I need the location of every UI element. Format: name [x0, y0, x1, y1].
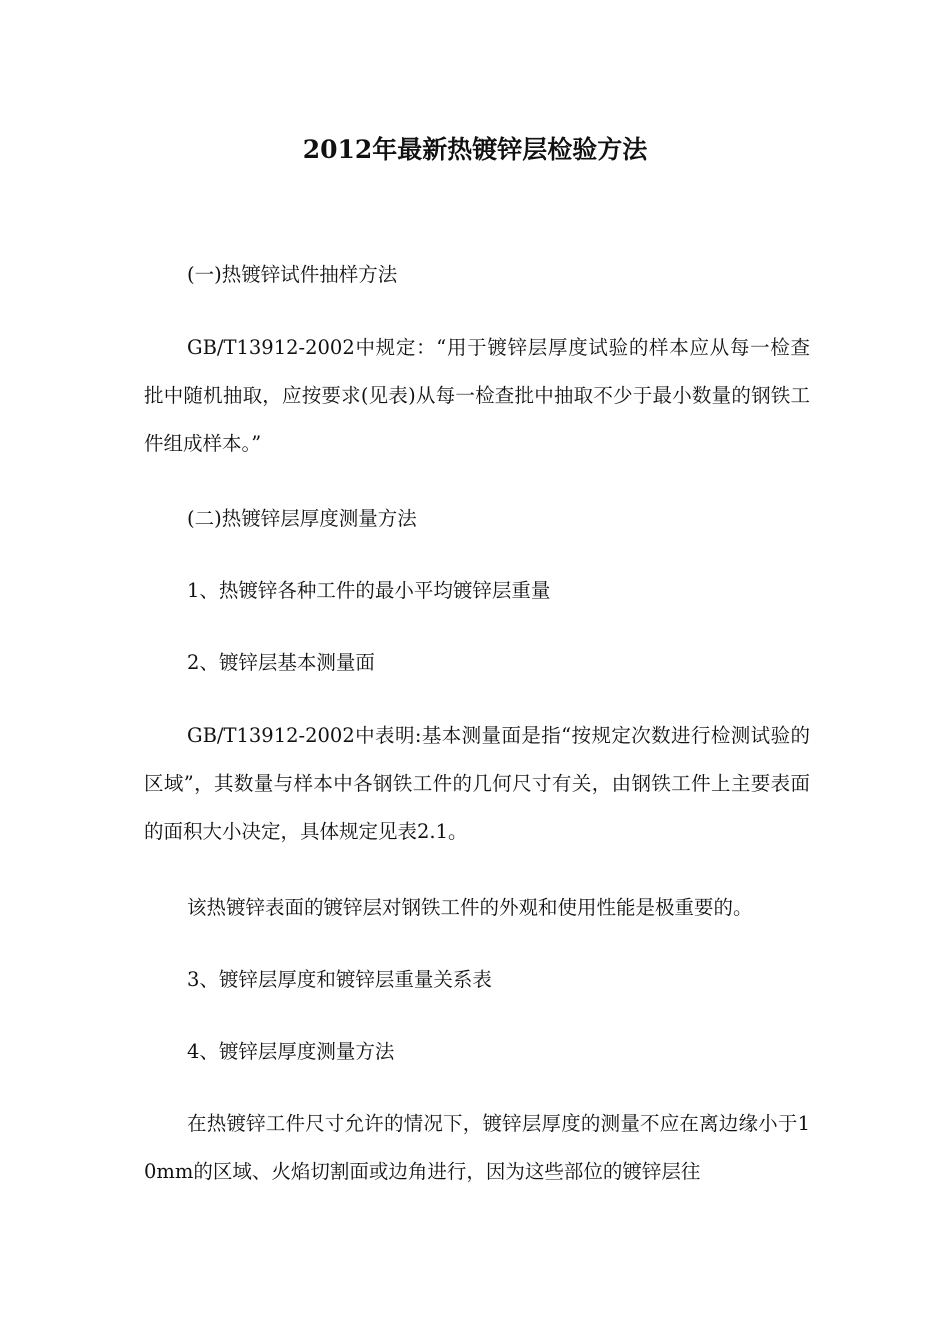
paragraph-sampling-rule: GB/T13912-2002中规定：“用于镀锌层厚度试验的样本应从每一检查批中随机抽取，应按要求(见表)从每一检查批中抽取不少于最小数量的钢铁工件组成样本。” [144, 336, 810, 455]
list-item-basic-area: 2、镀锌层基本测量面 [187, 651, 375, 674]
paragraph-importance: 该热镀锌表面的镀锌层对钢铁工件的外观和使用性能是极重要的。 [187, 896, 753, 919]
paragraph-basic-area-definition: GB/T13912-2002中表明:基本测量面是指“按规定次数进行检测试验的区域”，其数量与样本中各钢铁工件的几何尺寸有关，由钢铁工件上主要表面的面积大小决定，具体规定见表2.1。 [144, 724, 810, 843]
list-item-thickness-method: 4、镀锌层厚度测量方法 [187, 1040, 395, 1063]
document-title: 2012年最新热镀锌层检验方法 [302, 135, 648, 164]
section-heading-thickness: (二)热镀锌层厚度测量方法 [187, 507, 417, 530]
section-heading-sampling: (一)热镀锌试件抽样方法 [187, 263, 398, 286]
paragraph-measurement-location: 在热镀锌工件尺寸允许的情况下，镀锌层厚度的测量不应在离边缘小于10mm的区域、火焰切割面或边角进行，因为这些部位的镀锌层往 [144, 1112, 810, 1183]
list-item-thickness-weight-table: 3、镀锌层厚度和镀锌层重量关系表 [187, 968, 492, 991]
list-item-min-weight: 1、热镀锌各种工件的最小平均镀锌层重量 [187, 579, 551, 602]
